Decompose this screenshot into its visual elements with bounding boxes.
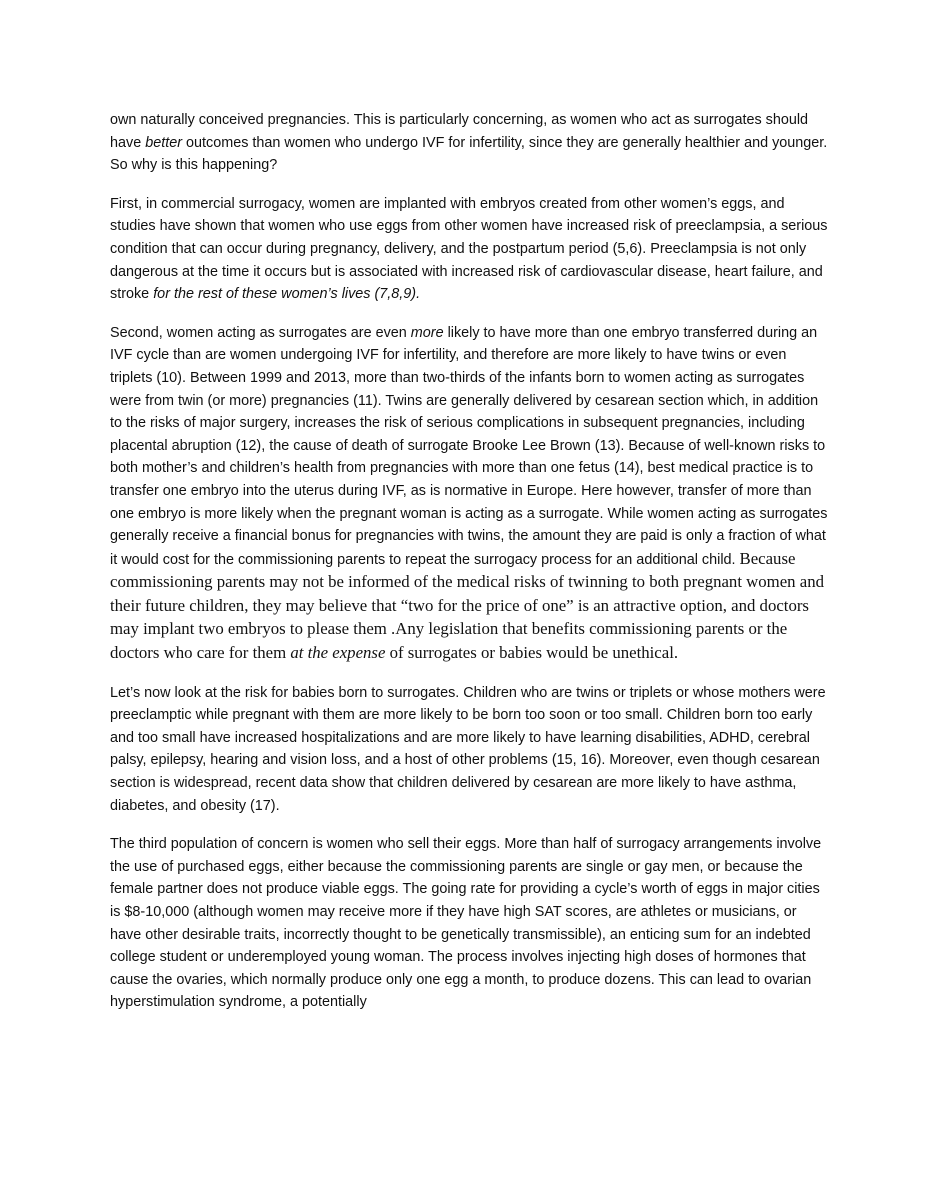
emphasis-at-the-expense: at the expense [290, 643, 386, 663]
paragraph-surrogate-outcomes [110, 109, 830, 177]
text-segment: Because commissioning parents may not be informed of the medical risks of twinning to both pregnant women and their future children, they may believe that “two for the price of one” is an attractive option, and doctors may implant two embryos to please them .Any legislation that benefits commissioning parents or the doctors who care for them [110, 548, 824, 663]
paragraph-multiple-embryos [110, 322, 830, 666]
paragraph-risk-for-babies [110, 682, 830, 818]
text-segment: of surrogates or babies would be unethical. [385, 643, 679, 663]
emphasis-more: more [410, 324, 444, 341]
document-page [110, 109, 830, 1030]
text-segment: The third population of concern is women who sell their eggs. More than half of surrogacy arrangements involve the use of purchased eggs, either because the commissioning parents are single or gay men, or because the female partner does not produce viable eggs. The going rate for providing a cycle’s worth of eggs in major cities is $8-10,000 (although women may receive more if they have high SAT scores, are athletes or musicians, or have other desirable traits, incorrectly thought to be genetically transmissible), an enticing sum for an indebted college student or underemployed young woman. The process involves injecting high doses of hormones that cause the ovaries, which normally produce only one egg a month, to produce dozens. This can lead to ovarian hyperstimulation syndrome, a potentially [110, 836, 822, 1011]
emphasis-better: better [145, 134, 183, 151]
text-segment: Let’s now look at the risk for babies born to surrogates. Children who are twins or triplets or whose mothers were preeclamptic while pregnant with them are more likely to be born too soon or too small. Children born too early and too small have increased hospitalizations and are more likely to have learning disabilities, ADHD, cerebral palsy, epilepsy, hearing and vision loss, and a host of other problems (15, 16). Moreover, even though cesarean section is widespread, recent data show that children delivered by cesarean are more likely to have asthma, diabetes, and obesity (17). [110, 684, 826, 814]
paragraph-donor-eggs-preeclampsia [110, 193, 830, 306]
text-segment: Second, women acting as surrogates are even [110, 324, 411, 341]
emphasis-rest-of-lives: for the rest of these women’s lives (7,8,9). [153, 286, 421, 303]
text-segment: First, in commercial surrogacy, women are implanted with embryos created from other women’s eggs, and studies have shown that women who use eggs from other women have increased risk of preeclampsia, a serious condition that can occur during pregnancy, delivery, and the postpartum period (5,6). Preeclampsia is not only dangerous at the time it occurs but is associated with increased risk of cardiovascular disease, heart failure, and stroke [110, 195, 828, 303]
text-segment: likely to have more than one embryo transferred during an IVF cycle than are women undergoing IVF for infertility, and therefore are more likely to have twins or even triplets (10). Between 1999 and 2013, more than two-thirds of the infants born to women acting as surrogates were from twin (or more) pregnancies (11). Twins are generally delivered by cesarean section which, in addition to the risks of major surgery, increases the risk of serious complications in subsequent pregnancies, including placental abruption (12), the cause of death of surrogate Brooke Lee Brown (13). Because of well-known risks to both mother’s and children’s health from pregnancies with more than one fetus (14), best medical practice is to transfer one embryo into the uterus during IVF, as is normative in Europe. Here however, transfer of more than one embryo is more likely when the pregnant woman is acting as a surrogate. While women acting as surrogates generally receive a financial bonus for pregnancies with twins, the amount they are paid is only a fraction of what it would cost for the commissioning parents to repeat the surrogacy process for an additional child. [110, 324, 828, 568]
paragraph-egg-sellers [110, 833, 830, 1014]
text-segment: outcomes than women who undergo IVF for infertility, since they are generally healthier and younger. So why is this happening? [110, 134, 828, 174]
text-segment: own naturally conceived pregnancies. This is particularly concerning, as women who act as surrogates should have [110, 112, 809, 151]
